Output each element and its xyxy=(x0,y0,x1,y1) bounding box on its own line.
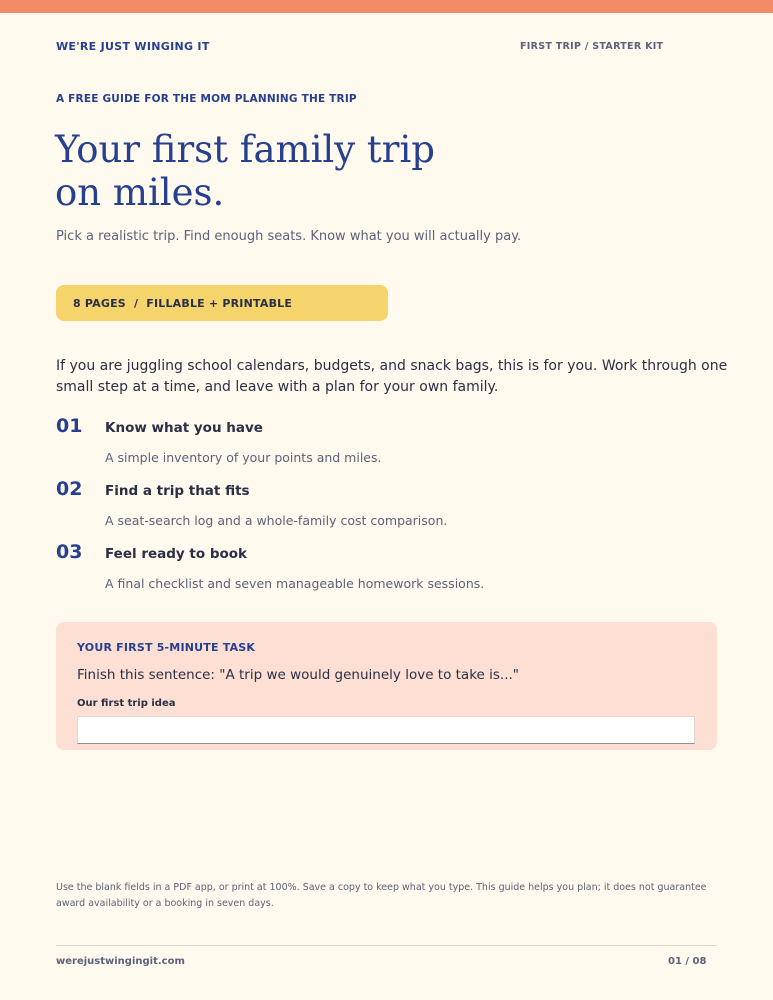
task-label: YOUR FIRST 5-MINUTE TASK xyxy=(77,641,256,654)
page-title: Your first family trip on miles. xyxy=(55,128,435,214)
page-count-badge: 8 PAGES / FILLABLE + PRINTABLE xyxy=(56,285,388,321)
usage-disclaimer: Use the blank fields in a PDF app, or print at 100%. Save a copy to keep what you type. This guide helps you plan; it does not guarantee award availability or a booking in seven days. xyxy=(56,882,707,909)
footer-url: werejustwingingit.com xyxy=(56,956,185,967)
task-prompt: Finish this sentence: "A trip we would genuinely love to take is..." xyxy=(77,667,519,683)
step-number: 03 xyxy=(56,541,83,563)
step-number: 02 xyxy=(56,478,83,500)
kit-label: FIRST TRIP / STARTER KIT xyxy=(520,41,664,52)
step-heading: Find a trip that fits xyxy=(105,483,250,499)
step-number: 01 xyxy=(56,415,83,437)
page-subtitle: Pick a realistic trip. Find enough seats. Know what you will actually pay. xyxy=(56,229,522,244)
page-number: 01 / 08 xyxy=(668,956,707,967)
intro-paragraph: If you are juggling school calendars, budgets, and snack bags, this is for you. Work through one small step at a time, and leave with a plan for your own family. xyxy=(56,358,728,395)
guide-eyebrow: A FREE GUIDE FOR THE MOM PLANNING THE TRIP xyxy=(56,93,357,105)
brand-name: WE'RE JUST WINGING IT xyxy=(56,40,210,53)
trip-idea-field[interactable] xyxy=(77,716,695,744)
step-heading: Know what you have xyxy=(105,420,263,436)
footer-divider xyxy=(56,945,717,946)
step-description: A simple inventory of your points and miles. xyxy=(105,450,382,465)
top-accent-bar xyxy=(0,0,773,13)
step-heading: Feel ready to book xyxy=(105,546,248,562)
step-description: A seat-search log and a whole-family cost comparison. xyxy=(105,513,448,528)
step-description: A final checklist and seven manageable homework sessions. xyxy=(105,576,485,591)
trip-idea-field-label: Our first trip idea xyxy=(77,698,176,709)
first-task-card xyxy=(56,622,717,750)
